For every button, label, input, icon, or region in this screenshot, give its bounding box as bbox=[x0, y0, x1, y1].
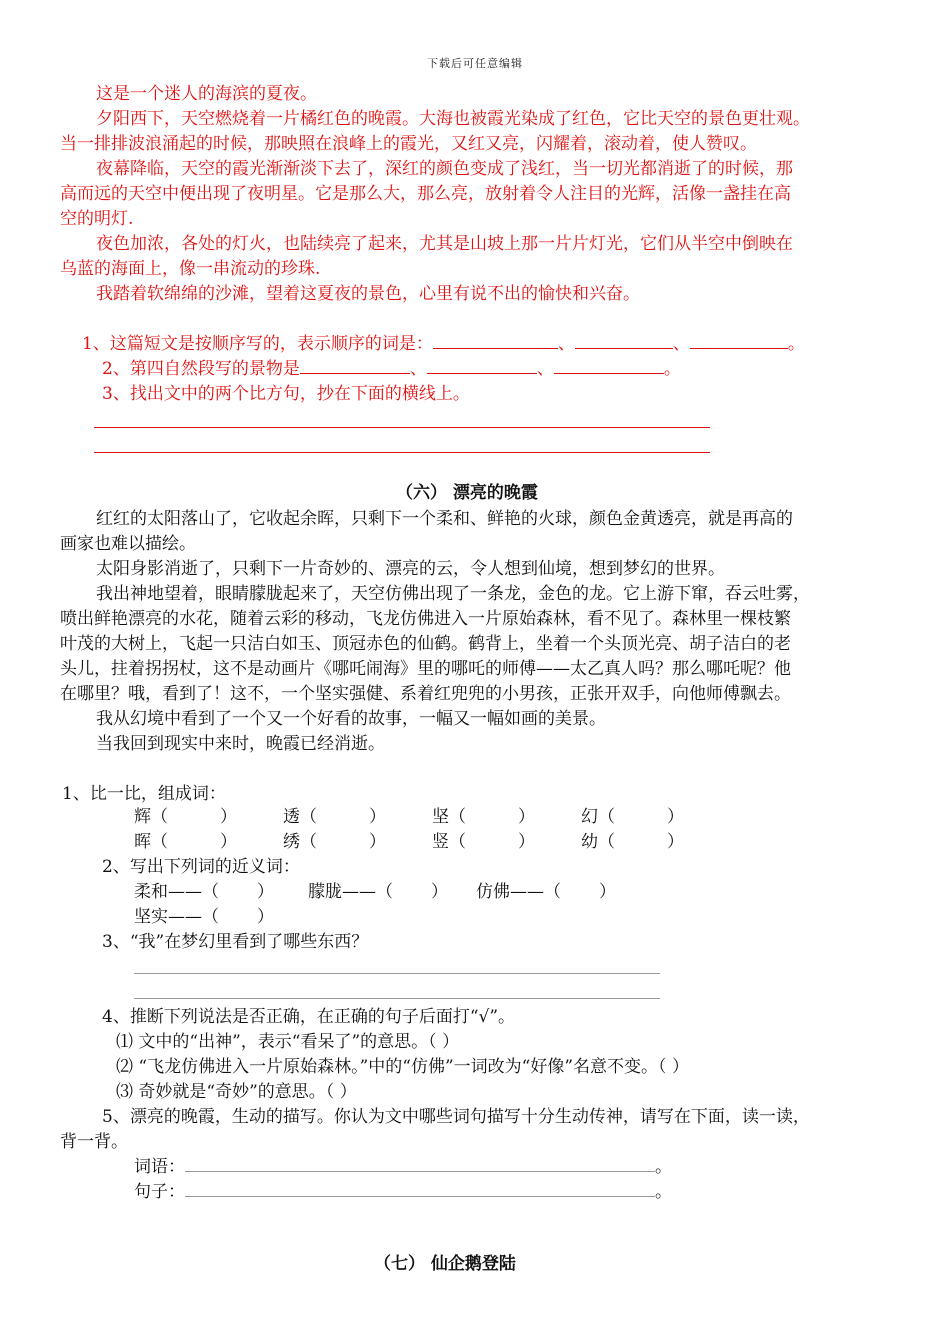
char-label: 晖（ bbox=[134, 832, 168, 852]
story6-question-5-cont: 背一背。 bbox=[60, 1132, 128, 1152]
separator: 、 bbox=[557, 334, 575, 354]
words-label: 词语： bbox=[134, 1157, 185, 1177]
story5-line-5: 高而远的天空中便出现了夜明星。它是那么大，那么亮，放射着令人注目的光辉，活像一盏挂在高 bbox=[60, 184, 791, 204]
answer-line[interactable] bbox=[94, 427, 710, 428]
period: 。 bbox=[663, 359, 681, 379]
answer-blank[interactable] bbox=[433, 332, 558, 349]
period: 。 bbox=[787, 334, 805, 354]
story5-line-9: 我踏着软绵绵的沙滩，望着这夏夜的景色，心里有说不出的愉快和兴奋。 bbox=[96, 284, 640, 304]
answer-line[interactable] bbox=[94, 452, 710, 453]
story5-line-3: 当一排排波浪涌起的时候，那映照在浪峰上的霞光，又红又亮，闪耀着，滚动着，使人赞叹。 bbox=[60, 134, 757, 154]
sentences-answer-line[interactable] bbox=[185, 1180, 655, 1197]
answer-line[interactable] bbox=[134, 998, 660, 999]
story6-line-10: 当我回到现实中来时，晚霞已经消逝。 bbox=[96, 734, 385, 754]
paren-close: ） bbox=[257, 882, 274, 902]
answer-line[interactable] bbox=[134, 973, 660, 974]
char-label: 绣（ bbox=[283, 832, 317, 852]
story5-line-1: 这是一个迷人的海滨的夏夜。 bbox=[96, 84, 317, 104]
word-compare-row-1 bbox=[134, 805, 684, 829]
char-label: 透（ bbox=[283, 807, 317, 827]
page-header: 下载后可任意编辑 bbox=[427, 57, 523, 70]
story5-line-2: 夕阳西下，天空燃烧着一片橘红色的晚霞。大海也被霞光染成了红色，它比天空的景色更壮观。 bbox=[96, 109, 810, 129]
paren-close: ） bbox=[518, 807, 535, 827]
period: 。 bbox=[655, 1157, 672, 1177]
synonym-row-1 bbox=[134, 880, 616, 904]
story6-line-3: 太阳身影消逝了，只剩下一片奇妙的、漂亮的云，令人想到仙境，想到梦幻的世界。 bbox=[96, 559, 725, 579]
story7-title: （七） 仙企鹅登陆 bbox=[374, 1254, 516, 1274]
story6-line-6: 叶茂的大树上，飞起一只洁白如玉、顶冠赤色的仙鹤。鹤背上，坐着一个头顶光亮、胡子洁白的老 bbox=[60, 634, 791, 654]
story5-line-7: 夜色加浓，各处的灯火，也陆续亮了起来，尤其是山坡上那一片片灯光，它们从半空中倒映在 bbox=[96, 234, 793, 254]
paren-close: ） bbox=[599, 882, 616, 902]
paren-close: ） bbox=[667, 807, 684, 827]
words-answer-line[interactable] bbox=[185, 1155, 655, 1172]
synonym-label: 柔和——（ bbox=[134, 882, 219, 902]
story6-line-1: 红红的太阳落山了，它收起余晖，只剩下一个柔和、鲜艳的火球，颜色金黄透亮，就是再高的 bbox=[96, 509, 793, 529]
story6-line-4: 我出神地望着，眼睛朦胧起来了，天空仿佛出现了一条龙，金色的龙。它上游下窜，吞云吐雾， bbox=[96, 584, 810, 604]
separator: 、 bbox=[409, 359, 427, 379]
judgement-item-3: ⑶ 奇妙就是“奇妙”的意思。（ ） bbox=[116, 1082, 357, 1102]
paren-close: ） bbox=[518, 832, 535, 852]
separator: 、 bbox=[536, 359, 554, 379]
answer-blank[interactable] bbox=[690, 332, 788, 349]
story6-question-3: 3、“我”在梦幻里看到了哪些东西？ bbox=[102, 932, 369, 952]
period: 。 bbox=[655, 1182, 672, 1202]
question-text: 2、第四自然段写的景物是 bbox=[102, 359, 300, 379]
synonym-label: 仿佛——（ bbox=[476, 882, 561, 902]
answer-blank[interactable] bbox=[575, 332, 673, 349]
synonym-label: 坚实——（ bbox=[134, 907, 219, 927]
sentences-answer-row bbox=[134, 1180, 672, 1204]
separator: 、 bbox=[672, 334, 690, 354]
story6-title: （六） 漂亮的晚霞 bbox=[396, 483, 538, 503]
paren-close: ） bbox=[220, 807, 237, 827]
paren-close: ） bbox=[431, 882, 448, 902]
char-label: 辉（ bbox=[134, 807, 168, 827]
char-label: 幻（ bbox=[581, 807, 615, 827]
story6-question-4: 4、推断下列说法是否正确，在正确的句子后面打“√”。 bbox=[102, 1007, 516, 1027]
answer-blank[interactable] bbox=[554, 357, 664, 374]
story5-line-8: 乌蓝的海面上，像一串流动的珍珠. bbox=[60, 259, 321, 279]
char-label: 竖（ bbox=[432, 832, 466, 852]
synonym-label: 朦胧——（ bbox=[308, 882, 393, 902]
judgement-item-1: ⑴ 文中的“出神”，表示“看呆了”的意思。（ ） bbox=[116, 1032, 460, 1052]
paren-close: ） bbox=[220, 832, 237, 852]
paren-close: ） bbox=[369, 807, 386, 827]
story6-line-9: 我从幻境中看到了一个又一个好看的故事，一幅又一幅如画的美景。 bbox=[96, 709, 606, 729]
answer-blank[interactable] bbox=[427, 357, 537, 374]
word-compare-row-2 bbox=[134, 830, 684, 854]
words-answer-row bbox=[134, 1155, 672, 1179]
paren-close: ） bbox=[369, 832, 386, 852]
sentences-label: 句子： bbox=[134, 1182, 185, 1202]
story5-question-2 bbox=[102, 357, 681, 381]
paren-close: ） bbox=[667, 832, 684, 852]
story6-question-2: 2、写出下列词的近义词： bbox=[102, 857, 300, 877]
story6-line-5: 喷出鲜艳漂亮的水花，随着云彩的移动，飞龙仿佛进入一片原始森林，看不见了。森林里一棵枝繁 bbox=[60, 609, 791, 629]
story5-line-6: 空的明灯. bbox=[60, 209, 134, 229]
story6-line-8: 在哪里？哦，看到了！这不，一个坚实强健、系着红兜兜的小男孩，正张开双手，向他师傅飘去。 bbox=[60, 684, 791, 704]
synonym-row-2 bbox=[134, 905, 274, 929]
story6-question-5: 5、漂亮的晚霞，生动的描写。你认为文中哪些词句描写十分生动传神，请写在下面，读一读， bbox=[102, 1107, 810, 1127]
char-label: 幼（ bbox=[581, 832, 615, 852]
char-label: 坚（ bbox=[432, 807, 466, 827]
story5-question-3: 3、找出文中的两个比方句，抄在下面的横线上。 bbox=[102, 384, 470, 404]
judgement-item-2: ⑵ “飞龙仿佛进入一片原始森林。”中的“仿佛”一词改为“好像”名意不变。（ ） bbox=[116, 1057, 689, 1077]
story5-question-1 bbox=[82, 332, 805, 356]
story6-line-7: 头儿，拄着拐拐杖，这不是动画片《哪吒闹海》里的哪吒的师傅——太乙真人吗？那么哪吒呢？他 bbox=[60, 659, 791, 679]
story5-line-4: 夜幕降临，天空的霞光渐渐淡下去了，深红的颜色变成了浅红，当一切光都消逝了的时候，那 bbox=[96, 159, 793, 179]
story6-question-1: 1、比一比，组成词： bbox=[62, 784, 226, 804]
paren-close: ） bbox=[257, 907, 274, 927]
story6-line-2: 画家也难以描绘。 bbox=[60, 534, 196, 554]
question-text: 1、这篇短文是按顺序写的，表示顺序的词是： bbox=[82, 334, 433, 354]
answer-blank[interactable] bbox=[300, 357, 410, 374]
